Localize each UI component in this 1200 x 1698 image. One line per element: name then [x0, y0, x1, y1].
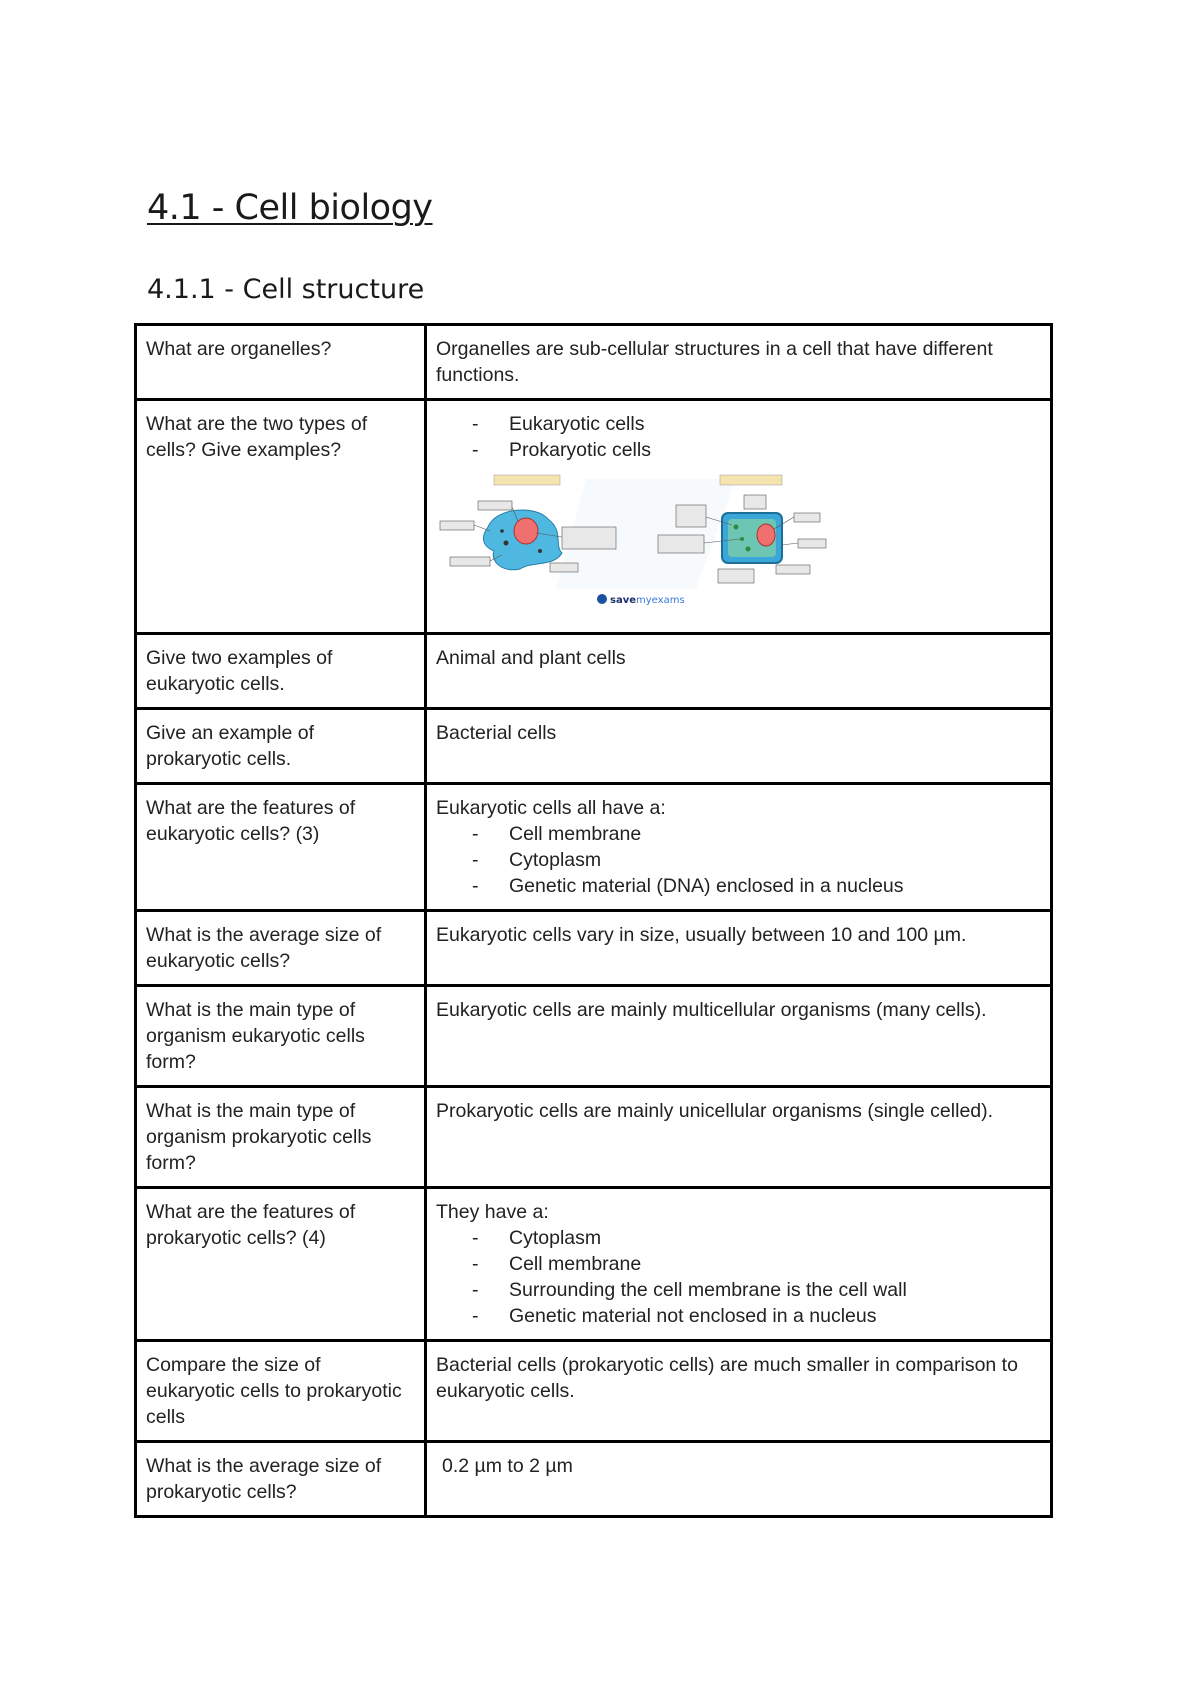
question-cell: What are the features of eukaryotic cells? (3)	[136, 784, 426, 911]
question-cell: What are organelles?	[136, 325, 426, 400]
table-row	[136, 784, 1052, 911]
answer-cell: Bacterial cells	[426, 709, 1052, 784]
answer-text: 0.2 µm to 2 µm	[442, 1455, 573, 1477]
qa-table	[134, 323, 1053, 1518]
answer-cell	[426, 1442, 1052, 1517]
answer-intro: They have a:	[436, 1201, 549, 1223]
question-cell: What is the main type of organism prokaryotic cells form?	[136, 1087, 426, 1188]
page-title: 4.1 - Cell biology	[147, 188, 433, 228]
table-row	[136, 1341, 1052, 1442]
question-cell: Compare the size of eukaryotic cells to prokaryotic cells	[136, 1341, 426, 1442]
table-row	[136, 325, 1052, 400]
list-item: - Eukaryotic cells	[436, 411, 1040, 437]
bullet-list	[436, 411, 1040, 463]
answer-intro: Eukaryotic cells all have a:	[436, 797, 666, 819]
list-item: - Prokaryotic cells	[436, 437, 1040, 463]
list-item: - Cytoplasm	[436, 1225, 1040, 1251]
table-row	[136, 709, 1052, 784]
question-cell: What is the main type of organism eukaryotic cells form?	[136, 986, 426, 1087]
question-cell: What are the two types of cells? Give examples?	[136, 400, 426, 634]
list-item: - Cytoplasm	[436, 847, 1040, 873]
bullet-list	[436, 821, 1040, 899]
cell-diagram-image	[436, 469, 846, 615]
list-item: - Surrounding the cell membrane is the cell wall	[436, 1277, 1040, 1303]
question-cell: Give an example of prokaryotic cells.	[136, 709, 426, 784]
list-item: - Genetic material not enclosed in a nucleus	[436, 1303, 1040, 1329]
table-row	[136, 400, 1052, 634]
table-row	[136, 911, 1052, 986]
list-item: - Cell membrane	[436, 1251, 1040, 1277]
question-cell: What are the features of prokaryotic cells? (4)	[136, 1188, 426, 1341]
answer-cell	[426, 1188, 1052, 1341]
list-item: - Genetic material (DNA) enclosed in a nucleus	[436, 873, 1040, 899]
answer-cell: Bacterial cells (prokaryotic cells) are much smaller in comparison to eukaryotic cells.	[426, 1341, 1052, 1442]
bullet-list	[436, 1225, 1040, 1329]
answer-cell: Prokaryotic cells are mainly unicellular organisms (single celled).	[426, 1087, 1052, 1188]
question-cell: Give two examples of eukaryotic cells.	[136, 634, 426, 709]
answer-cell: Eukaryotic cells vary in size, usually between 10 and 100 µm.	[426, 911, 1052, 986]
answer-cell: Animal and plant cells	[426, 634, 1052, 709]
answer-cell: Eukaryotic cells are mainly multicellular organisms (many cells).	[426, 986, 1052, 1087]
table-row	[136, 1442, 1052, 1517]
table-row	[136, 986, 1052, 1087]
list-item: - Cell membrane	[436, 821, 1040, 847]
answer-cell: Organelles are sub-cellular structures in a cell that have different functions.	[426, 325, 1052, 400]
table-row	[136, 634, 1052, 709]
table-row	[136, 1188, 1052, 1341]
answer-cell	[426, 400, 1052, 634]
question-cell: What is the average size of prokaryotic cells?	[136, 1442, 426, 1517]
table-row	[136, 1087, 1052, 1188]
answer-cell	[426, 784, 1052, 911]
svg-text:savemyexams: savemyexams	[610, 595, 685, 606]
savemyexams-logo	[597, 594, 685, 606]
section-title: 4.1.1 - Cell structure	[147, 274, 425, 305]
question-cell: What is the average size of eukaryotic cells?	[136, 911, 426, 986]
